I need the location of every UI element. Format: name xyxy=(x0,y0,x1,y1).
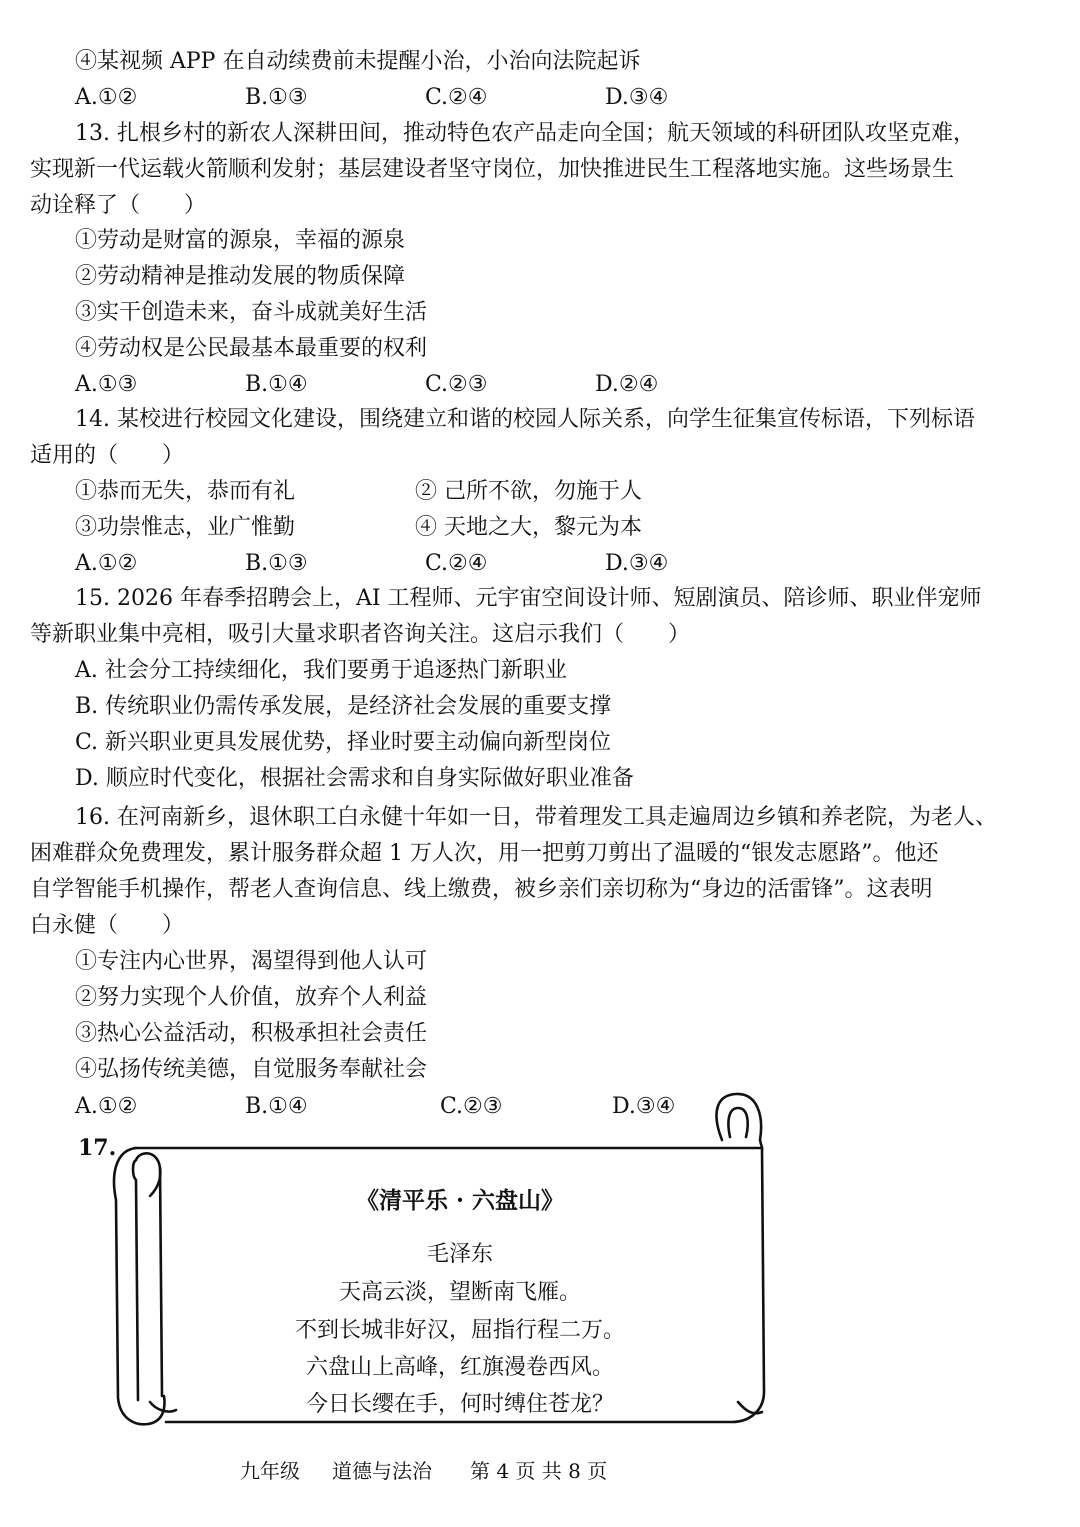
q16-stem-line-3: 自学智能手机操作，帮老人查询信息、线上缴费，被乡亲们亲切称为“身边的活雷锋”。这表明 xyxy=(30,877,933,902)
q12-item-4: ④某视频 APP 在自动续费前未提醒小治，小治向法院起诉 xyxy=(75,49,641,74)
scroll-right-roll xyxy=(716,1094,762,1148)
scroll-left-roll-outer xyxy=(114,1148,164,1424)
q16-option-a: A.①② xyxy=(75,1094,138,1119)
q15-choice-d: D. 顺应时代变化，根据社会需求和自身实际做好职业准备 xyxy=(75,766,634,791)
q12-option-c: C.②④ xyxy=(425,85,488,110)
q16-item-2: ②努力实现个人价值，放弃个人利益 xyxy=(75,985,428,1010)
q12-option-a: A.①② xyxy=(75,85,138,110)
q12-option-b: B.①③ xyxy=(245,85,308,110)
q14-option-b: B.①③ xyxy=(245,551,308,576)
q13-stem-line-3: 动诠释了（ ） xyxy=(30,193,207,218)
q16-item-1: ①专注内心世界，渴望得到他人认可 xyxy=(75,949,428,974)
q14-option-c: C.②④ xyxy=(425,551,488,576)
footer-subject: 道德与法治 xyxy=(332,1459,432,1483)
q14-item-1: ①恭而无失，恭而有礼 xyxy=(75,479,296,504)
q16-stem-line-4: 白永健（ ） xyxy=(30,913,185,938)
q14-item-2: ② 己所不欲，勿施于人 xyxy=(415,479,642,504)
footer-grade: 九年级 xyxy=(240,1459,300,1483)
poem-title: 《清平乐 · 六盘山》 xyxy=(355,1187,565,1214)
q17-number: 17. xyxy=(78,1135,117,1161)
scroll-left-roll-cap xyxy=(136,1153,160,1196)
q14-option-d: D.③④ xyxy=(605,551,669,576)
q16-option-b: B.①④ xyxy=(245,1094,308,1119)
q16-stem-line-1: 16. 在河南新乡，退休职工白永健十年如一日，带着理发工具走遍周边乡镇和养老院，为老人、 xyxy=(75,805,997,830)
q12-option-d: D.③④ xyxy=(605,85,669,110)
q14-stem-line-2: 适用的（ ） xyxy=(30,443,185,468)
q13-option-b: B.①④ xyxy=(245,372,308,397)
q13-item-4: ④劳动权是公民最基本最重要的权利 xyxy=(75,336,428,361)
q15-choice-a: A. 社会分工持续细化，我们要勇于追逐热门新职业 xyxy=(75,658,567,683)
q16-item-3: ③热心公益活动，积极承担社会责任 xyxy=(75,1021,428,1046)
q13-option-c: C.②③ xyxy=(425,372,488,397)
poem-line-3: 六盘山上高峰，红旗漫卷西风。 xyxy=(305,1355,614,1380)
q13-stem-line-1: 13. 扎根乡村的新农人深耕田间，推动特色农产品走向全国；航天领域的科研团队攻坚克难， xyxy=(75,121,975,146)
q13-option-d: D.②④ xyxy=(595,372,659,397)
footer-page: 第 4 页 共 8 页 xyxy=(470,1459,608,1483)
poem-line-1: 天高云淡，望断南飞雁。 xyxy=(338,1280,581,1305)
q13-item-3: ③实干创造未来，奋斗成就美好生活 xyxy=(75,300,428,325)
q13-item-2: ②劳动精神是推动发展的物质保障 xyxy=(75,264,406,289)
poem-line-2: 不到长城非好汉，屈指行程二万。 xyxy=(294,1318,625,1343)
poem-line-4: 今日长缨在手，何时缚住苍龙？ xyxy=(305,1392,614,1417)
q13-stem-line-2: 实现新一代运载火箭顺利发射；基层建设者坚守岗位，加快推进民生工程落地实施。这些场景生 xyxy=(30,157,955,182)
q15-choice-b: B. 传统职业仍需传承发展，是经济社会发展的重要支撑 xyxy=(75,694,612,719)
q14-item-4: ④ 天地之大，黎元为本 xyxy=(415,515,642,540)
q16-stem-line-2: 困难群众免费理发，累计服务群众超 1 万人次，用一把剪刀剪出了温暖的“银发志愿路”。他还 xyxy=(30,841,939,866)
q13-item-1: ①劳动是财富的源泉，幸福的源泉 xyxy=(75,228,406,253)
q15-stem-line-1: 15. 2026 年春季招聘会上，AI 工程师、元宇宙空间设计师、短剧演员、陪诊师、职业伴宠师 xyxy=(75,586,982,611)
poem-author: 毛泽东 xyxy=(426,1242,493,1267)
q16-option-d: D.③④ xyxy=(612,1094,676,1119)
q16-item-4: ④弘扬传统美德，自觉服务奉献社会 xyxy=(75,1057,428,1082)
q14-option-a: A.①② xyxy=(75,551,138,576)
q16-option-c: C.②③ xyxy=(440,1094,503,1119)
q13-option-a: A.①③ xyxy=(75,372,138,397)
q15-choice-c: C. 新兴职业更具发展优势，择业时要主动偏向新型岗位 xyxy=(75,730,612,755)
scroll-left-roll-front xyxy=(133,1160,138,1400)
q15-stem-line-2: 等新职业集中亮相，吸引大量求职者咨询关注。这启示我们（ ） xyxy=(30,622,691,647)
scroll-right-roll-inner xyxy=(728,1108,747,1137)
q14-stem-line-1: 14. 某校进行校园文化建设，围绕建立和谐的校园人际关系，向学生征集宣传标语，下列标语 xyxy=(75,407,975,432)
q14-item-3: ③功崇惟志，业广惟勤 xyxy=(75,515,296,540)
